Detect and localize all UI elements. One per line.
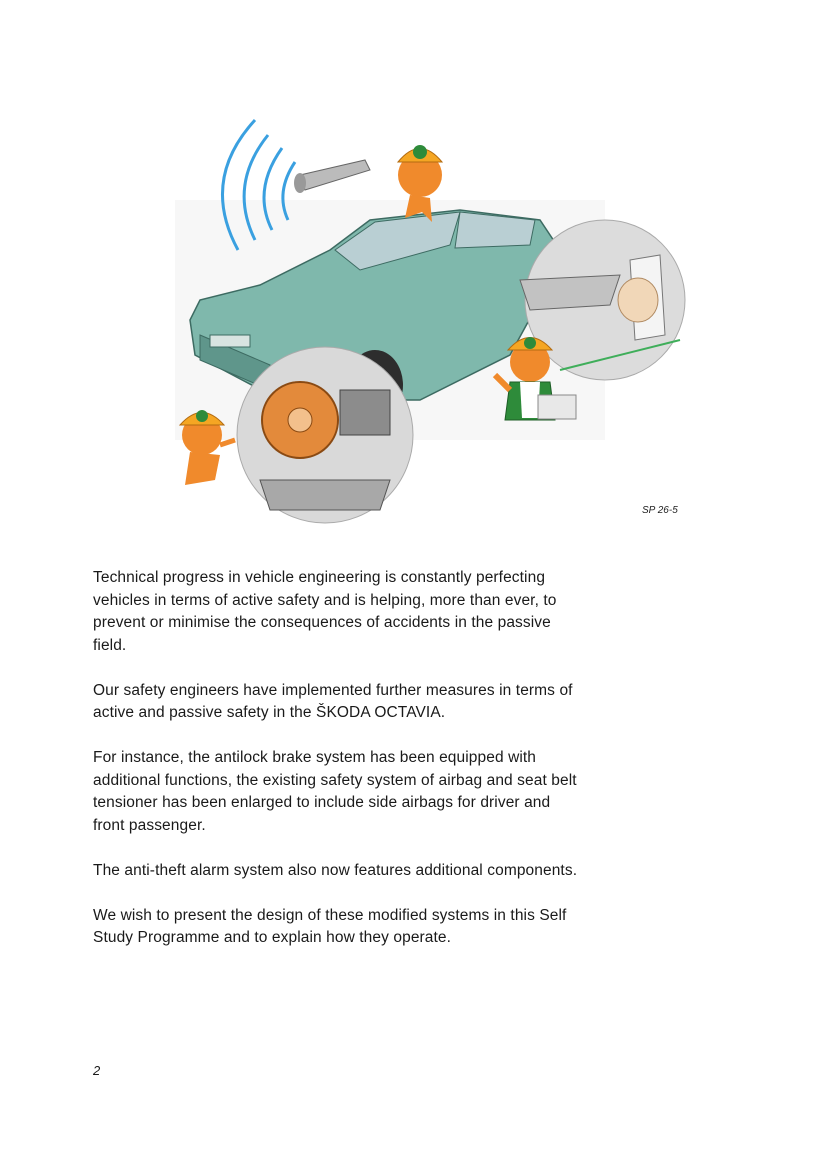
brake-unit-icon: [237, 347, 413, 523]
paragraph-5: We wish to present the design of these modified systems in this Self Study Programme and to explain how they operate.: [93, 906, 567, 946]
paragraph-1: Technical progress in vehicle engineering is constantly perfecting vehicles in terms of active safety and is helping, more than ever, to prevent or minimise the consequences of accidents in the passive field.: [93, 569, 557, 654]
paragraph-4: The anti-theft alarm system also now features additional components.: [93, 861, 578, 879]
page-number: 2: [93, 1063, 101, 1078]
paragraph-3: For instance, the antilock brake system has been equipped with additional functions, the existing safety system of airbag and seat belt tensioner has been enlarged to include side airbags for driver and front passenger.: [93, 749, 577, 834]
figure-label: SP 26-5: [642, 505, 678, 516]
body-text: [93, 567, 583, 972]
illustration: [160, 100, 700, 530]
paragraph-2: Our safety engineers have implemented further measures in terms of active and passive safety in the ŠKODA OCTAVIA.: [93, 681, 573, 721]
